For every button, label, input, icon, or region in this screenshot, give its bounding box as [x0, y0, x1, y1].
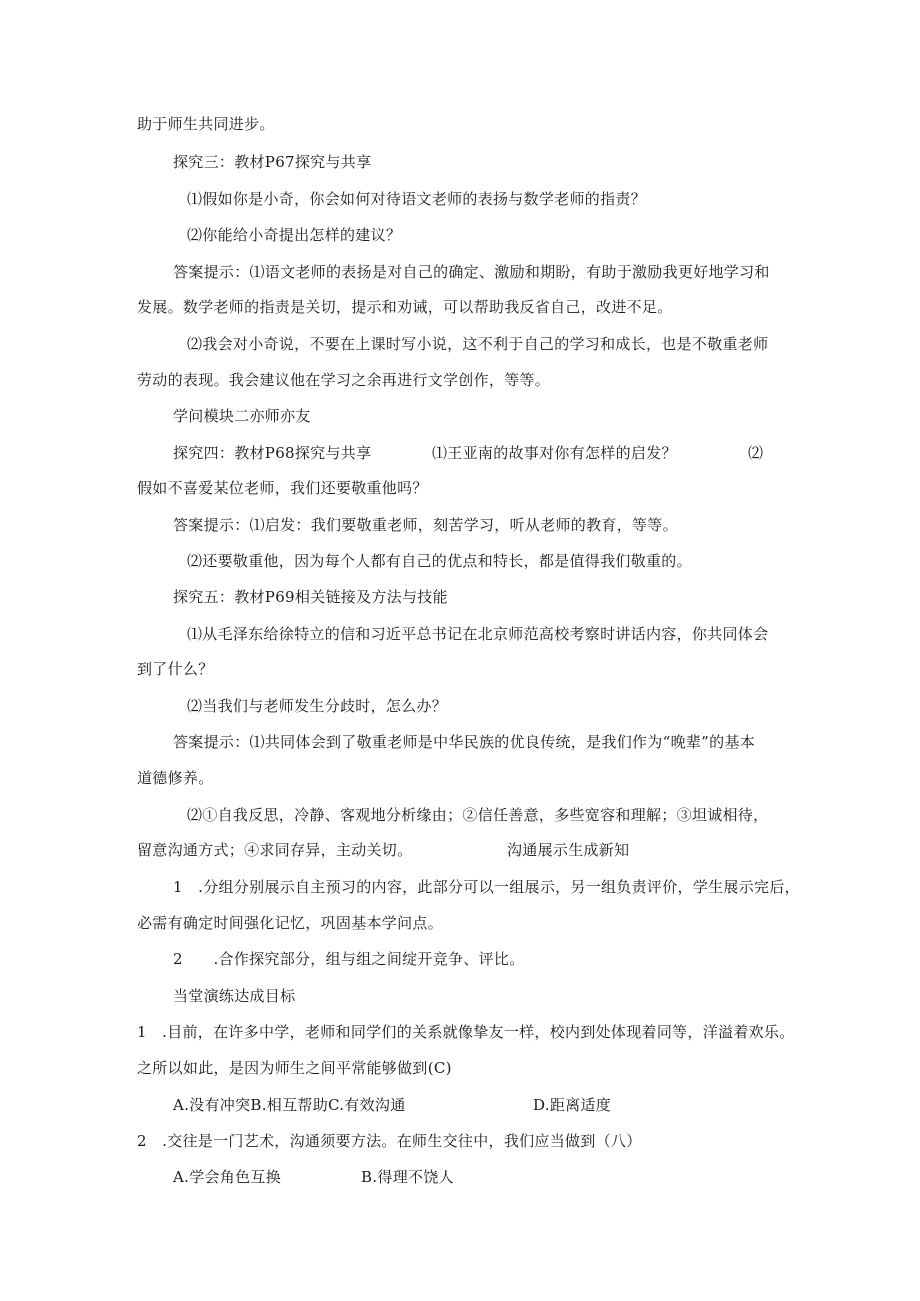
- section-heading: 探究四：教材P68探究与共享: [173, 444, 372, 462]
- answer-options: A.没有冲突B.相互帮助C.有效沟通: [173, 1096, 406, 1114]
- answer-line: ⑵还要敬重他，因为每个人都有自己的优点和特长，都是值得我们敬重的。: [187, 552, 692, 570]
- answer-line: 道德修养。: [137, 769, 214, 787]
- answer-option: A.学会角色互换: [173, 1168, 282, 1186]
- exercise-question: 1 .目前，在许多中学，老师和同学们的关系就像挚友一样，校内到处体现着同等，洋溢着欢乐。: [137, 1023, 795, 1041]
- paragraph-line: 2 .合作探究部分，组与组之间绽开竞争、评比。: [173, 950, 525, 968]
- answer-line: 留意沟通方式；④求同存异，主动关切。: [137, 841, 413, 859]
- section-heading: 探究三：教材P67探究与共享: [173, 153, 372, 171]
- question-line: 假如不喜爱某位老师，我们还要敬重他吗？: [137, 479, 428, 497]
- section-heading: 探究五：教材P69相关链接及方法与技能: [173, 588, 448, 606]
- paragraph-line: 必需有确定时间强化记忆，巩固基本学问点。: [137, 914, 444, 932]
- answer-option: D.距离适度: [533, 1096, 612, 1114]
- paragraph-line: 助于师生共同进步。: [137, 115, 275, 133]
- question-line: ⑵你能给小奇提出怎样的建议？: [187, 226, 402, 244]
- section-heading: 学问模块二亦师亦友: [173, 407, 311, 425]
- answer-line: ⑵我会对小奇说，不要在上课时写小说，这不利于自己的学习和成长，也是不敬重老师: [187, 335, 769, 353]
- answer-line: 答案提示：⑴语文老师的表扬是对自己的确定、激励和期盼，有助于激励我更好地学习和: [173, 263, 770, 281]
- question-line: ⑴假如你是小奇，你会如何对待语文老师的表扬与数学老师的指责？: [187, 190, 647, 208]
- question-line: ⑵: [748, 444, 764, 462]
- question-line: ⑴王亚南的故事对你有怎样的启发？: [432, 444, 677, 462]
- question-line: ⑴从毛泽东给徐特立的信和习近平总书记在北京师范高校考察时讲话内容，你共同体会: [187, 625, 769, 643]
- exercise-question: 之所以如此，是因为师生之间平常能够做到(C): [137, 1059, 452, 1077]
- exercise-question: 2 .交往是一门艺术，沟通须要方法。在师生交往中，我们应当做到（八）: [137, 1132, 642, 1150]
- section-heading: 当堂演练达成目标: [173, 987, 296, 1005]
- answer-line: 劳动的表现。我会建议他在学习之余再进行文学创作，等等。: [137, 371, 551, 389]
- section-heading: 沟通展示生成新知: [507, 841, 630, 859]
- question-line: ⑵当我们与老师发生分歧时，怎么办？: [187, 697, 448, 715]
- answer-line: 发展。数学老师的指责是关切，提示和劝诫，可以帮助我反省自己，改进不足。: [137, 298, 673, 316]
- answer-line: 答案提示：⑴启发：我们要敬重老师，刻苦学习，听从老师的教育，等等。: [173, 516, 678, 534]
- answer-line: 答案提示：⑴共同体会到了敬重老师是中华民族的优良传统，是我们作为“晚辈”的基本: [173, 733, 756, 751]
- answer-line: ⑵①自我反思，冷静、客观地分析缘由；②信任善意，多些宽容和理解；③坦诚相待，: [187, 806, 769, 824]
- paragraph-line: 1 .分组分别展示自主预习的内容，此部分可以一组展示，另一组负责评价，学生展示完后，: [173, 878, 800, 896]
- answer-option: B.得理不饶人: [361, 1168, 454, 1186]
- question-line: 到了什么？: [137, 660, 214, 678]
